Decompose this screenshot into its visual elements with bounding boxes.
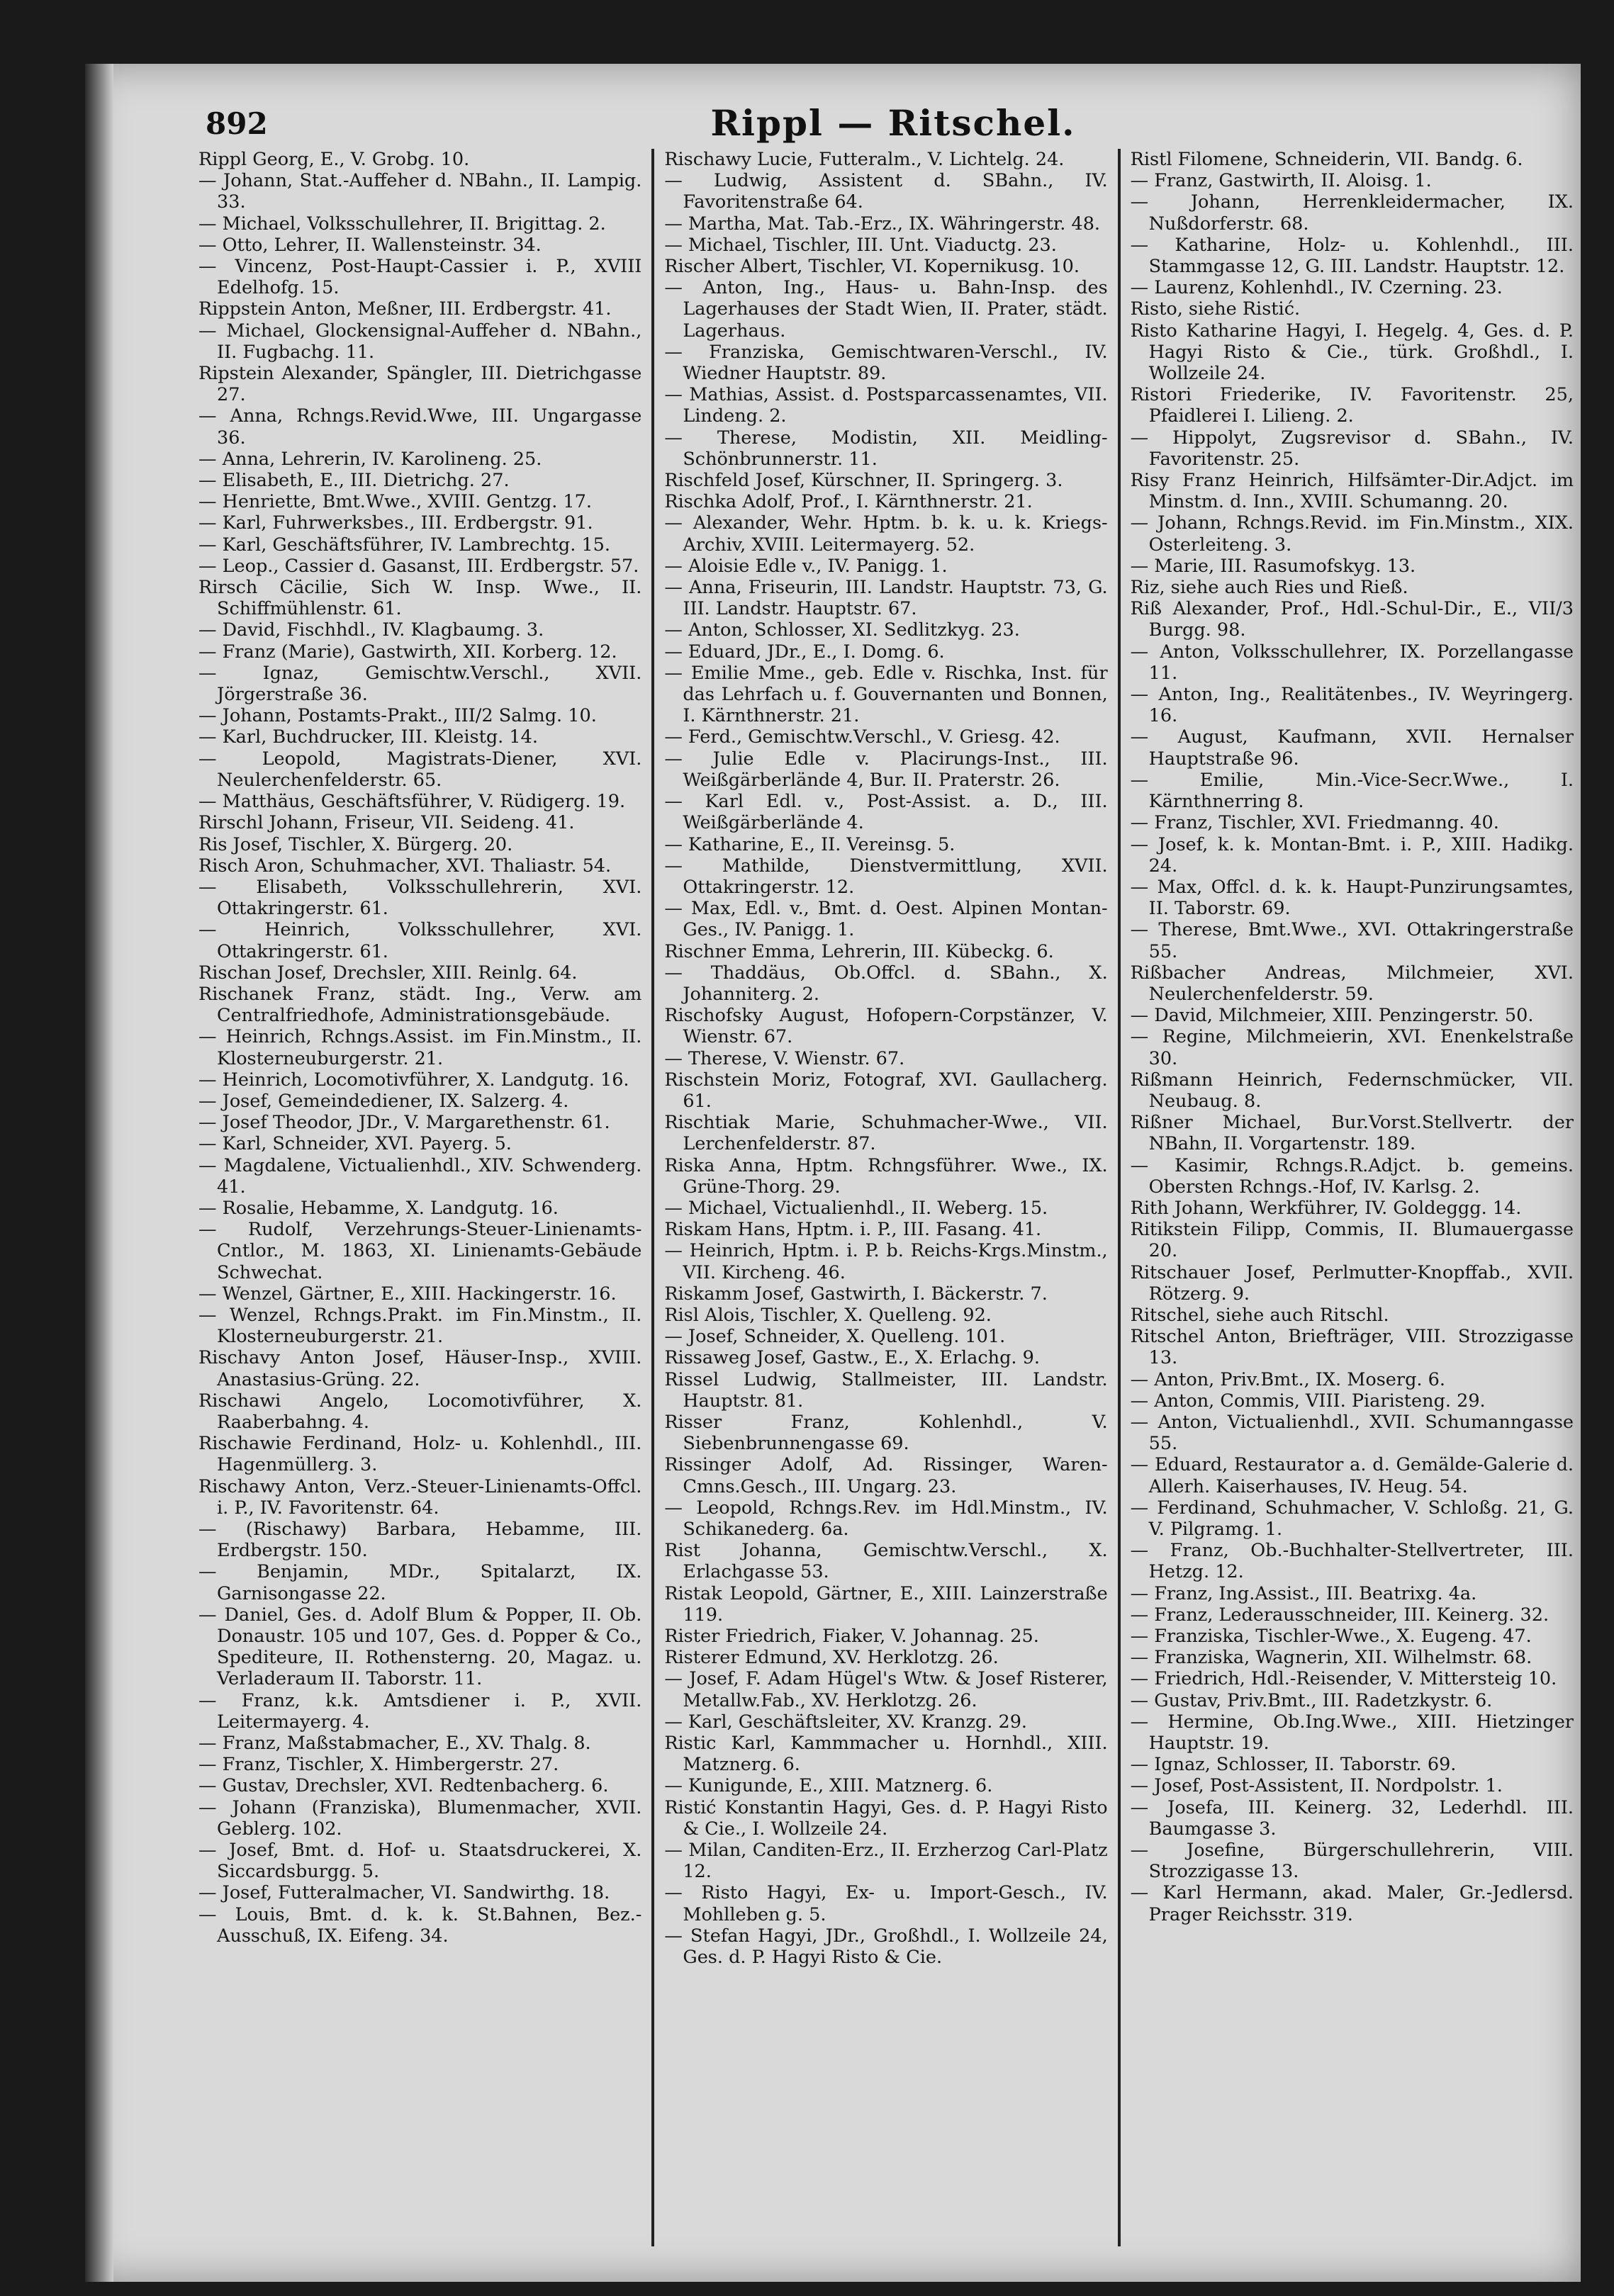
directory-entry: — Max, Offcl. d. k. k. Haupt-Punzirungsamtes, II. Taborstr. 69. xyxy=(1130,876,1574,920)
directory-entry: — David, Milchmeier, XIII. Penzingerstr. 50. xyxy=(1130,1005,1534,1027)
directory-entry: Rirsch Cäcilie, Sich W. Insp. Wwe., II. Schiffmühlenstr. 61. xyxy=(198,577,642,620)
directory-entry: — Martha, Mat. Tab.-Erz., IX. Währingerstr. 48. xyxy=(664,213,1101,235)
directory-entry: — Josefine, Bürgerschullehrerin, VIII. Strozzigasse 13. xyxy=(1130,1840,1574,1883)
directory-entry: — Karl Edl. v., Post-Assist. a. D., III. Weißgärberlände 4. xyxy=(664,791,1108,834)
directory-entry: — Franz, Maßstabmacher, E., XV. Thalg. 8. xyxy=(198,1733,591,1755)
directory-entry: Risser Franz, Kohlenhdl., V. Siebenbrunnengasse 69. xyxy=(664,1411,1108,1455)
directory-entry: Rischfeld Josef, Kürschner, II. Springerg. 3. xyxy=(664,470,1063,492)
directory-entry: — David, Fischhdl., IV. Klagbaumg. 3. xyxy=(198,619,544,641)
directory-entry: Ristori Friederike, IV. Favoritenstr. 25, Pfaidlerei I. Lilieng. 2. xyxy=(1130,384,1574,427)
directory-entry: — Karl, Fuhrwerksbes., III. Erdbergstr. 91. xyxy=(198,512,593,534)
directory-entry: Rischtiak Marie, Schuhmacher-Wwe., VII. Lerchenfelderstr. 87. xyxy=(664,1112,1108,1155)
directory-entry: Rischawie Ferdinand, Holz- u. Kohlenhdl., III. Hagenmüllerg. 3. xyxy=(198,1433,642,1476)
directory-entry: Rißbacher Andreas, Milchmeier, XVI. Neulerchenfelderstr. 59. xyxy=(1130,962,1574,1005)
directory-entry: — (Rischawy) Barbara, Hebamme, III. Erdbergstr. 150. xyxy=(198,1519,642,1562)
directory-entry: — Max, Edl. v., Bmt. d. Oest. Alpinen Montan-Ges., IV. Panigg. 1. xyxy=(664,898,1108,941)
directory-entry: — Elisabeth, E., III. Dietrichg. 27. xyxy=(198,470,510,492)
directory-entry: — Ferdinand, Schuhmacher, V. Schloßg. 21, G. V. Pilgramg. 1. xyxy=(1130,1497,1574,1540)
directory-entry: — Josef, F. Adam Hügel's Wtw. & Josef Risterer, Metallw.Fab., XV. Herklotzg. 26. xyxy=(664,1668,1108,1711)
directory-entry: — Heinrich, Rchngs.Assist. im Fin.Minstm., II. Klosterneuburgerstr. 21. xyxy=(198,1026,642,1069)
directory-entry: — Katharine, Holz- u. Kohlenhdl., III. Stammgasse 12, G. III. Landstr. Hauptstr. 12. xyxy=(1130,234,1574,278)
directory-entry: — Therese, Modistin, XII. Meidling-Schönbrunnerstr. 11. xyxy=(664,427,1108,470)
directory-entry: — Daniel, Ges. d. Adolf Blum & Popper, II. Ob. Donaustr. 105 und 107, Ges. d. Popper & Co., Spediteure, II. Rothensterng. 20, Magaz. u. Verladeraum II. Taborstr. 11. xyxy=(198,1604,642,1690)
directory-entry: Rischner Emma, Lehrerin, III. Kübeckg. 6. xyxy=(664,940,1054,962)
directory-entry: — Johann, Stat.-Auffeher d. NBahn., II. Lampig. 33. xyxy=(198,170,642,213)
directory-entry: Ritikstein Filipp, Commis, II. Blumauergasse 20. xyxy=(1130,1219,1574,1262)
directory-entry: Rischan Josef, Drechsler, XIII. Reinlg. 64. xyxy=(198,962,578,984)
directory-entry: — Heinrich, Volksschullehrer, XVI. Ottakringerstr. 61. xyxy=(198,919,642,962)
directory-entry: — Franz, Gastwirth, II. Aloisg. 1. xyxy=(1130,170,1432,192)
directory-entry: Rissinger Adolf, Ad. Rissinger, Waren-Cmns.Gesch., III. Ungarg. 23. xyxy=(664,1454,1108,1497)
directory-entry: Ritschel, siehe auch Ritschl. xyxy=(1130,1304,1389,1326)
directory-entry: — Franziska, Wagnerin, XII. Wilhelmstr. 68. xyxy=(1130,1647,1532,1669)
directory-entry: — Anton, Ing., Haus- u. Bahn-Insp. des Lagerhauses der Stadt Wien, II. Prater, städt. Lagerhaus. xyxy=(664,277,1108,342)
directory-entry: — Josef, Bmt. d. Hof- u. Staatsdruckerei, X. Siccardsburgg. 5. xyxy=(198,1840,642,1883)
directory-entry: — Emilie Mme., geb. Edle v. Rischka, Inst. für das Lehrfach u. f. Gouvernanten und Bonnen, I. Kärnthnerstr. 21. xyxy=(664,662,1108,727)
directory-entry: — Hermine, Ob.Ing.Wwe., XIII. Hietzinger Hauptstr. 19. xyxy=(1130,1711,1574,1755)
directory-entry: Rischer Albert, Tischler, VI. Kopernikusg. 10. xyxy=(664,256,1080,278)
directory-entry: — Rudolf, Verzehrungs-Steuer-Linienamts-Cntlor., M. 1863, XI. Linienamts-Gebäude Schwechat. xyxy=(198,1219,642,1283)
directory-entry: Riß Alexander, Prof., Hdl.-Schul-Dir., E., VII/3 Burgg. 98. xyxy=(1130,598,1574,641)
directory-entry: — Henriette, Bmt.Wwe., XVIII. Gentzg. 17. xyxy=(198,491,592,513)
directory-entry: — Anton, Victualienhdl., XVII. Schumanngasse 55. xyxy=(1130,1411,1574,1455)
directory-entry: — Katharine, E., II. Vereinsg. 5. xyxy=(664,833,955,855)
directory-entry: Riskamm Josef, Gastwirth, I. Bäckerstr. 7. xyxy=(664,1283,1048,1305)
directory-entry: Ristl Filomene, Schneiderin, VII. Bandg. 6. xyxy=(1130,149,1523,170)
directory-entry: Rippl Georg, E., V. Grobg. 10. xyxy=(198,149,470,170)
directory-entry: — Aloisie Edle v., IV. Panigg. 1. xyxy=(664,555,948,577)
directory-entry: — Franz (Marie), Gastwirth, XII. Korberg. 12. xyxy=(198,641,617,663)
directory-entry: Ristic Karl, Kammmacher u. Hornhdl., XIII. Matznerg. 6. xyxy=(664,1733,1108,1776)
directory-entry: — Marie, III. Rasumofskyg. 13. xyxy=(1130,555,1416,577)
directory-entry: — Anton, Priv.Bmt., IX. Moserg. 6. xyxy=(1130,1368,1445,1390)
directory-entry: Rißmann Heinrich, Federnschmücker, VII. Neubaug. 8. xyxy=(1130,1069,1574,1112)
directory-entry: — Milan, Canditen-Erz., II. Erzherzog Carl-Platz 12. xyxy=(664,1840,1108,1883)
directory-entry: — Eduard, Restaurator a. d. Gemälde-Galerie d. Allerh. Kaiserhauses, IV. Heug. 54. xyxy=(1130,1454,1574,1497)
directory-entry: Risl Alois, Tischler, X. Quelleng. 92. xyxy=(664,1304,992,1326)
directory-entry: — Michael, Volksschullehrer, II. Brigittag. 2. xyxy=(198,213,606,235)
directory-entry: — Michael, Tischler, III. Unt. Viaductg. 23. xyxy=(664,234,1057,256)
directory-entry: Rißner Michael, Bur.Vorst.Stellvertr. der NBahn, II. Vorgartenstr. 189. xyxy=(1130,1112,1574,1155)
directory-entry: — Karl, Geschäftsführer, IV. Lambrechtg. 15. xyxy=(198,534,611,556)
directory-entry: — Gustav, Drechsler, XVI. Redtenbacherg. 6. xyxy=(198,1775,609,1797)
directory-entry: — Franziska, Tischler-Wwe., X. Eugeng. 47. xyxy=(1130,1626,1532,1648)
directory-entry: — Josef, k. k. Montan-Bmt. i. P., XIII. Hadikg. 24. xyxy=(1130,833,1574,877)
directory-entry: — Alexander, Wehr. Hptm. b. k. u. k. Kriegs-Archiv, XVIII. Leitermayerg. 52. xyxy=(664,512,1108,556)
directory-entry: Rippstein Anton, Meßner, III. Erdbergstr. 41. xyxy=(198,298,612,320)
directory-entry: Rischanek Franz, städt. Ing., Verw. am Centralfriedhofe, Administrationsgebäude. xyxy=(198,983,642,1027)
directory-entry: — Anton, Volksschullehrer, IX. Porzellangasse 11. xyxy=(1130,641,1574,684)
directory-entry: — Ludwig, Assistent d. SBahn., IV. Favoritenstraße 64. xyxy=(664,170,1108,213)
directory-entry: Ristak Leopold, Gärtner, E., XIII. Lainzerstraße 119. xyxy=(664,1582,1108,1626)
directory-entry: Riska Anna, Hptm. Rchngsführer. Wwe., IX. Grüne-Thorg. 29. xyxy=(664,1154,1108,1198)
directory-entry: Rischawy Anton, Verz.-Steuer-Linienamts-Offcl. i. P., IV. Favoritenstr. 64. xyxy=(198,1475,642,1519)
directory-entry: — Otto, Lehrer, II. Wallensteinstr. 34. xyxy=(198,234,542,256)
directory-entry: Rischavy Anton Josef, Häuser-Insp., XVIII. Anastasius-Grüng. 22. xyxy=(198,1347,642,1390)
directory-entry: — Franz, k.k. Amtsdiener i. P., XVII. Leitermayerg. 4. xyxy=(198,1689,642,1733)
directory-entry: Rith Johann, Werkführer, IV. Goldeggg. 14. xyxy=(1130,1197,1522,1219)
directory-entry: — Leopold, Magistrats-Diener, XVI. Neulerchenfelderstr. 65. xyxy=(198,748,642,791)
directory-entry: — Franz, Ing.Assist., III. Beatrixg. 4a. xyxy=(1130,1582,1477,1604)
directory-entry: — Karl, Buchdrucker, III. Kleistg. 14. xyxy=(198,726,538,748)
column-divider xyxy=(651,149,654,2246)
directory-entry: — Johann, Rchngs.Revid. im Fin.Minstm., XIX. Osterleiteng. 3. xyxy=(1130,512,1574,556)
directory-entry: — Kunigunde, E., XIII. Matznerg. 6. xyxy=(664,1775,993,1797)
directory-entry: — Therese, Bmt.Wwe., XVI. Ottakringerstraße 55. xyxy=(1130,919,1574,962)
directory-entry: — Karl, Schneider, XVI. Payerg. 5. xyxy=(198,1133,512,1155)
directory-entry: — Laurenz, Kohlenhdl., IV. Czerning. 23. xyxy=(1130,277,1503,299)
directory-entry: Rist Johanna, Gemischtw.Verschl., X. Erlachgasse 53. xyxy=(664,1540,1108,1583)
directory-entry: Ritschauer Josef, Perlmutter-Knopffab., XVII. Rötzerg. 9. xyxy=(1130,1261,1574,1305)
directory-entry: Rischstein Moriz, Fotograf, XVI. Gaullacherg. 61. xyxy=(664,1069,1108,1112)
directory-entry: — Gustav, Priv.Bmt., III. Radetzkystr. 6. xyxy=(1130,1689,1493,1711)
directory-entry: — Kasimir, Rchngs.R.Adjct. b. gemeins. Obersten Rchngs.-Hof, IV. Karlsg. 2. xyxy=(1130,1154,1574,1198)
directory-entry: — Franz, Lederausschneider, III. Keinerg. 32. xyxy=(1130,1604,1549,1626)
page-header xyxy=(206,92,1581,156)
directory-entry: — Johann, Postamts-Prakt., III/2 Salmg. 10. xyxy=(198,705,597,727)
directory-entry: Riz, siehe auch Ries und Rieß. xyxy=(1130,577,1408,599)
directory-entry: — Emilie, Min.-Vice-Secr.Wwe., I. Kärnthnerring 8. xyxy=(1130,769,1574,813)
directory-entry: — Thaddäus, Ob.Offcl. d. SBahn., X. Johanniterg. 2. xyxy=(664,962,1108,1005)
column-divider xyxy=(1118,149,1121,2246)
directory-entry: Ritschel Anton, Briefträger, VIII. Strozzigasse 13. xyxy=(1130,1326,1574,1369)
directory-entry: — Matthäus, Geschäftsführer, V. Rüdigerg. 19. xyxy=(198,791,626,813)
book-spine-edge xyxy=(85,64,113,2282)
directory-entry: — Friedrich, Hdl.-Reisender, V. Mittersteig 10. xyxy=(1130,1668,1557,1690)
directory-page xyxy=(85,64,1581,2282)
directory-entry: — Anna, Lehrerin, IV. Karolineng. 25. xyxy=(198,448,542,470)
directory-entry: Rischofsky August, Hofopern-Corpstänzer, V. Wienstr. 67. xyxy=(664,1005,1108,1048)
directory-entry: Ristić Konstantin Hagyi, Ges. d. P. Hagyi Risto & Cie., I. Wollzeile 24. xyxy=(664,1796,1108,1840)
directory-column-3 xyxy=(1123,149,1581,2246)
directory-entry: — Ignaz, Gemischtw.Verschl., XVII. Jörgerstraße 36. xyxy=(198,662,642,706)
directory-column-1 xyxy=(191,149,649,2246)
directory-entry: Riskam Hans, Hptm. i. P., III. Fasang. 41. xyxy=(664,1219,1042,1241)
directory-entry: — Ignaz, Schlosser, II. Taborstr. 69. xyxy=(1130,1754,1457,1776)
directory-entry: — Mathilde, Dienstvermittlung, XVII. Ottakringerstr. 12. xyxy=(664,855,1108,898)
directory-entry: — Heinrich, Locomotivführer, X. Landgutg. 16. xyxy=(198,1069,629,1091)
directory-entry: — Josef, Schneider, X. Quelleng. 101. xyxy=(664,1326,1006,1348)
directory-entry: — Franz, Ob.-Buchhalter-Stellvertreter, III. Hetzg. 12. xyxy=(1130,1540,1574,1583)
directory-entry: — Michael, Glockensignal-Auffeher d. NBahn., II. Fugbachg. 11. xyxy=(198,320,642,363)
directory-entry: Rissaweg Josef, Gastw., E., X. Erlachg. 9. xyxy=(664,1347,1040,1369)
directory-entry: — August, Kaufmann, XVII. Hernalser Hauptstraße 96. xyxy=(1130,726,1574,770)
directory-entry: — Regine, Milchmeierin, XVI. Enenkelstraße 30. xyxy=(1130,1026,1574,1069)
directory-entry: — Anton, Commis, VIII. Piaristeng. 29. xyxy=(1130,1390,1486,1412)
directory-entry: — Anton, Schlosser, XI. Sedlitzkyg. 23. xyxy=(664,619,1020,641)
directory-entry: — Josef Theodor, JDr., V. Margarethenstr. 61. xyxy=(198,1112,610,1134)
directory-entry: Risterer Edmund, XV. Herklotzg. 26. xyxy=(664,1647,999,1669)
directory-entry: — Risto Hagyi, Ex- u. Import-Gesch., IV. Mohlleben g. 5. xyxy=(664,1882,1108,1925)
directory-entry: — Julie Edle v. Placirungs-Inst., III. Weißgärberlände 4, Bur. II. Praterstr. 26. xyxy=(664,748,1108,791)
directory-column-2 xyxy=(657,149,1114,2246)
directory-entry: — Heinrich, Hptm. i. P. b. Reichs-Krgs.Minstm., VII. Kircheng. 46. xyxy=(664,1240,1108,1283)
directory-entry: — Mathias, Assist. d. Postsparcassenamtes, VII. Lindeng. 2. xyxy=(664,384,1108,427)
directory-entry: Rister Friedrich, Fiaker, V. Johannag. 25. xyxy=(664,1626,1039,1648)
directory-entry: — Elisabeth, Volksschullehrerin, XVI. Ottakringerstr. 61. xyxy=(198,876,642,920)
directory-entry: — Therese, V. Wienstr. 67. xyxy=(664,1047,905,1069)
directory-entry: Rissel Ludwig, Stallmeister, III. Landstr. Hauptstr. 81. xyxy=(664,1368,1108,1412)
directory-entry: — Franz, Tischler, XVI. Friedmanng. 40. xyxy=(1130,812,1499,834)
directory-entry: — Anna, Rchngs.Revid.Wwe, III. Ungargasse 36. xyxy=(198,405,642,449)
directory-entry: Risto, siehe Ristić. xyxy=(1130,298,1301,320)
directory-entry: Ripstein Alexander, Spängler, III. Dietrichgasse 27. xyxy=(198,363,642,406)
directory-entry: Rirschl Johann, Friseur, VII. Seideng. 41. xyxy=(198,812,575,834)
directory-entry: — Wenzel, Gärtner, E., XIII. Hackingerstr. 16. xyxy=(198,1283,617,1305)
directory-entry: — Josefa, III. Keinerg. 32, Lederhdl. III. Baumgasse 3. xyxy=(1130,1796,1574,1840)
directory-entry: — Eduard, JDr., E., I. Domg. 6. xyxy=(664,641,945,663)
directory-entry: — Wenzel, Rchngs.Prakt. im Fin.Minstm., II. Klosterneuburgerstr. 21. xyxy=(198,1304,642,1348)
directory-entry: — Josef, Futteralmacher, VI. Sandwirthg. 18. xyxy=(198,1882,610,1904)
directory-entry: — Johann, Herrenkleidermacher, IX. Nußdorferstr. 68. xyxy=(1130,191,1574,235)
directory-entry: Ris Josef, Tischler, X. Bürgerg. 20. xyxy=(198,833,513,855)
directory-entry: — Anton, Ing., Realitätenbes., IV. Weyringerg. 16. xyxy=(1130,684,1574,727)
directory-entry: — Benjamin, MDr., Spitalarzt, IX. Garnisongasse 22. xyxy=(198,1561,642,1604)
directory-entry: Risch Aron, Schuhmacher, XVI. Thaliastr. 54. xyxy=(198,855,612,877)
directory-entry: — Hippolyt, Zugsrevisor d. SBahn., IV. Favoritenstr. 25. xyxy=(1130,427,1574,470)
directory-entry: — Stefan Hagyi, JDr., Großhdl., I. Wollzeile 24, Ges. d. P. Hagyi Risto & Cie. xyxy=(664,1925,1108,1969)
directory-entry: — Karl Hermann, akad. Maler, Gr.-Jedlersd. Prager Reichsstr. 319. xyxy=(1130,1882,1574,1925)
directory-entry: — Franziska, Gemischtwaren-Verschl., IV. Wiedner Hauptstr. 89. xyxy=(664,341,1108,385)
directory-entry: — Leopold, Rchngs.Rev. im Hdl.Minstm., IV. Schikanederg. 6a. xyxy=(664,1497,1108,1540)
directory-entry: Rischka Adolf, Prof., I. Kärnthnerstr. 21. xyxy=(664,491,1033,513)
directory-entry: — Josef, Gemeindediener, IX. Salzerg. 4. xyxy=(198,1090,569,1112)
directory-entry: Risto Katharine Hagyi, I. Hegelg. 4, Ges. d. P. Hagyi Risto & Cie., türk. Großhdl., I. Wollzeile 24. xyxy=(1130,320,1574,385)
directory-entry: — Johann (Franziska), Blumenmacher, XVII. Geblerg. 102. xyxy=(198,1796,642,1840)
directory-entry: — Leop., Cassier d. Gasanst, III. Erdbergstr. 57. xyxy=(198,555,639,577)
directory-entry: — Michael, Victualienhdl., II. Weberg. 15. xyxy=(664,1197,1048,1219)
directory-entry: — Louis, Bmt. d. k. k. St.Bahnen, Bez.-Ausschuß, IX. Eifeng. 34. xyxy=(198,1903,642,1947)
directory-entry: — Karl, Geschäftsleiter, XV. Kranzg. 29. xyxy=(664,1711,1028,1733)
directory-entry: Risy Franz Heinrich, Hilfsämter-Dir.Adjct. im Minstm. d. Inn., XVIII. Schumanng. 20. xyxy=(1130,470,1574,513)
directory-entry: Rischawy Lucie, Futteralm., V. Lichtelg. 24. xyxy=(664,149,1065,170)
running-head: Rippl — Ritschel. xyxy=(710,102,1076,144)
directory-entry: — Rosalie, Hebamme, X. Landgutg. 16. xyxy=(198,1197,559,1219)
directory-entry: — Franz, Tischler, X. Himbergerstr. 27. xyxy=(198,1754,559,1776)
directory-entry: — Vincenz, Post-Haupt-Cassier i. P., XVIII Edelhofg. 15. xyxy=(198,256,642,299)
directory-entry: — Anna, Friseurin, III. Landstr. Hauptstr. 73, G. III. Landstr. Hauptstr. 67. xyxy=(664,577,1108,620)
directory-entry: Rischawi Angelo, Locomotivführer, X. Raaberbahng. 4. xyxy=(198,1390,642,1433)
directory-columns xyxy=(191,149,1581,2246)
page-number: 892 xyxy=(206,106,268,141)
directory-entry: — Ferd., Gemischtw.Verschl., V. Griesg. 42. xyxy=(664,726,1060,748)
directory-entry: — Josef, Post-Assistent, II. Nordpolstr. 1. xyxy=(1130,1775,1503,1797)
directory-entry: — Magdalene, Victualienhdl., XIV. Schwenderg. 41. xyxy=(198,1154,642,1198)
